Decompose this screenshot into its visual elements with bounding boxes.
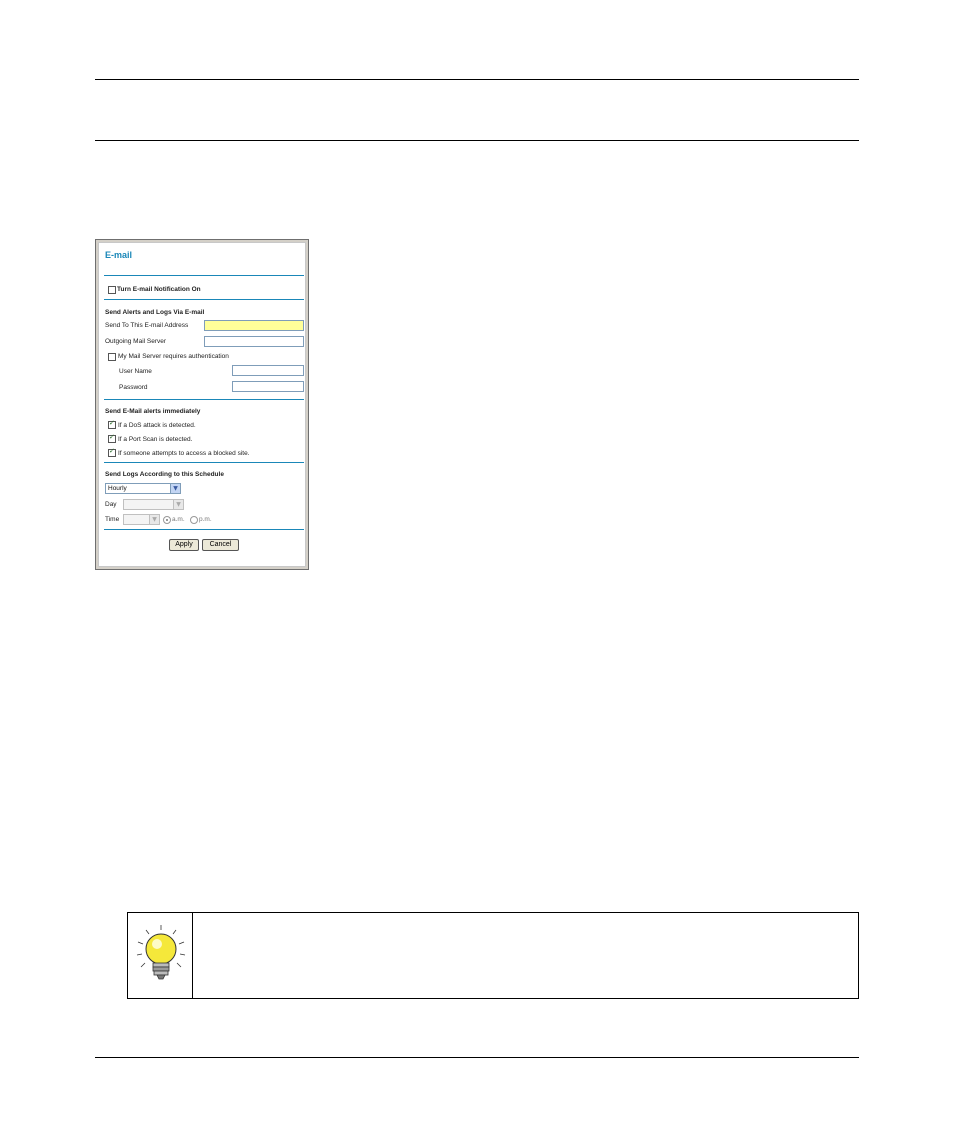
pm-label: p.m. xyxy=(199,516,212,523)
password-input[interactable] xyxy=(232,381,304,392)
section-divider xyxy=(104,529,304,530)
schedule-select-value: Hourly xyxy=(108,485,127,492)
lightbulb-icon xyxy=(134,923,188,983)
auth-checkbox[interactable] xyxy=(108,353,116,361)
chevron-down-icon: ▼ xyxy=(173,500,183,509)
email-settings-form xyxy=(98,242,306,567)
send-to-email-input[interactable] xyxy=(204,320,304,331)
time-select[interactable] xyxy=(123,514,160,525)
username-label: User Name xyxy=(119,368,152,375)
panel-title: E-mail xyxy=(105,250,133,260)
dos-alert-checkbox[interactable] xyxy=(108,421,116,429)
section-divider xyxy=(104,399,304,400)
time-label: Time xyxy=(105,516,120,523)
chevron-down-icon: ▼ xyxy=(149,515,159,524)
tip-divider xyxy=(192,913,193,998)
chevron-down-icon: ▼ xyxy=(170,484,180,493)
section-divider xyxy=(104,462,304,463)
auth-label: My Mail Server requires authentication xyxy=(118,353,229,360)
password-label: Password xyxy=(119,384,148,391)
day-label: Day xyxy=(105,501,117,508)
footer-rule xyxy=(95,1057,859,1058)
cancel-button[interactable]: Cancel xyxy=(202,539,239,551)
send-section-header: Send Alerts and Logs Via E-mail xyxy=(105,309,205,316)
blocked-site-alert-label: If someone attempts to access a blocked site. xyxy=(118,450,250,457)
send-to-label: Send To This E-mail Address xyxy=(105,322,189,329)
username-input[interactable] xyxy=(232,365,304,376)
alerts-header: Send E-Mail alerts immediately xyxy=(105,408,201,415)
day-select[interactable] xyxy=(123,499,184,510)
header-rule-top xyxy=(95,79,859,80)
schedule-select[interactable] xyxy=(105,483,181,494)
port-scan-alert-label: If a Port Scan is detected. xyxy=(118,436,193,443)
outgoing-server-input[interactable] xyxy=(204,336,304,347)
blocked-site-alert-checkbox[interactable] xyxy=(108,449,116,457)
tip-box xyxy=(127,912,859,999)
section-divider xyxy=(104,275,304,276)
outgoing-server-label: Outgoing Mail Server xyxy=(105,338,167,345)
notification-label: Turn E-mail Notification On xyxy=(117,286,201,293)
am-radio[interactable] xyxy=(163,516,171,524)
pm-radio[interactable] xyxy=(190,516,198,524)
am-label: a.m. xyxy=(172,516,185,523)
notification-checkbox[interactable] xyxy=(108,286,116,294)
port-scan-alert-checkbox[interactable] xyxy=(108,435,116,443)
apply-button[interactable]: Apply xyxy=(169,539,199,551)
email-settings-screenshot xyxy=(95,239,309,570)
dos-alert-label: If a DoS attack is detected. xyxy=(118,422,196,429)
header-rule-bottom xyxy=(95,140,859,141)
section-divider xyxy=(104,299,304,300)
schedule-header: Send Logs According to this Schedule xyxy=(105,471,224,478)
